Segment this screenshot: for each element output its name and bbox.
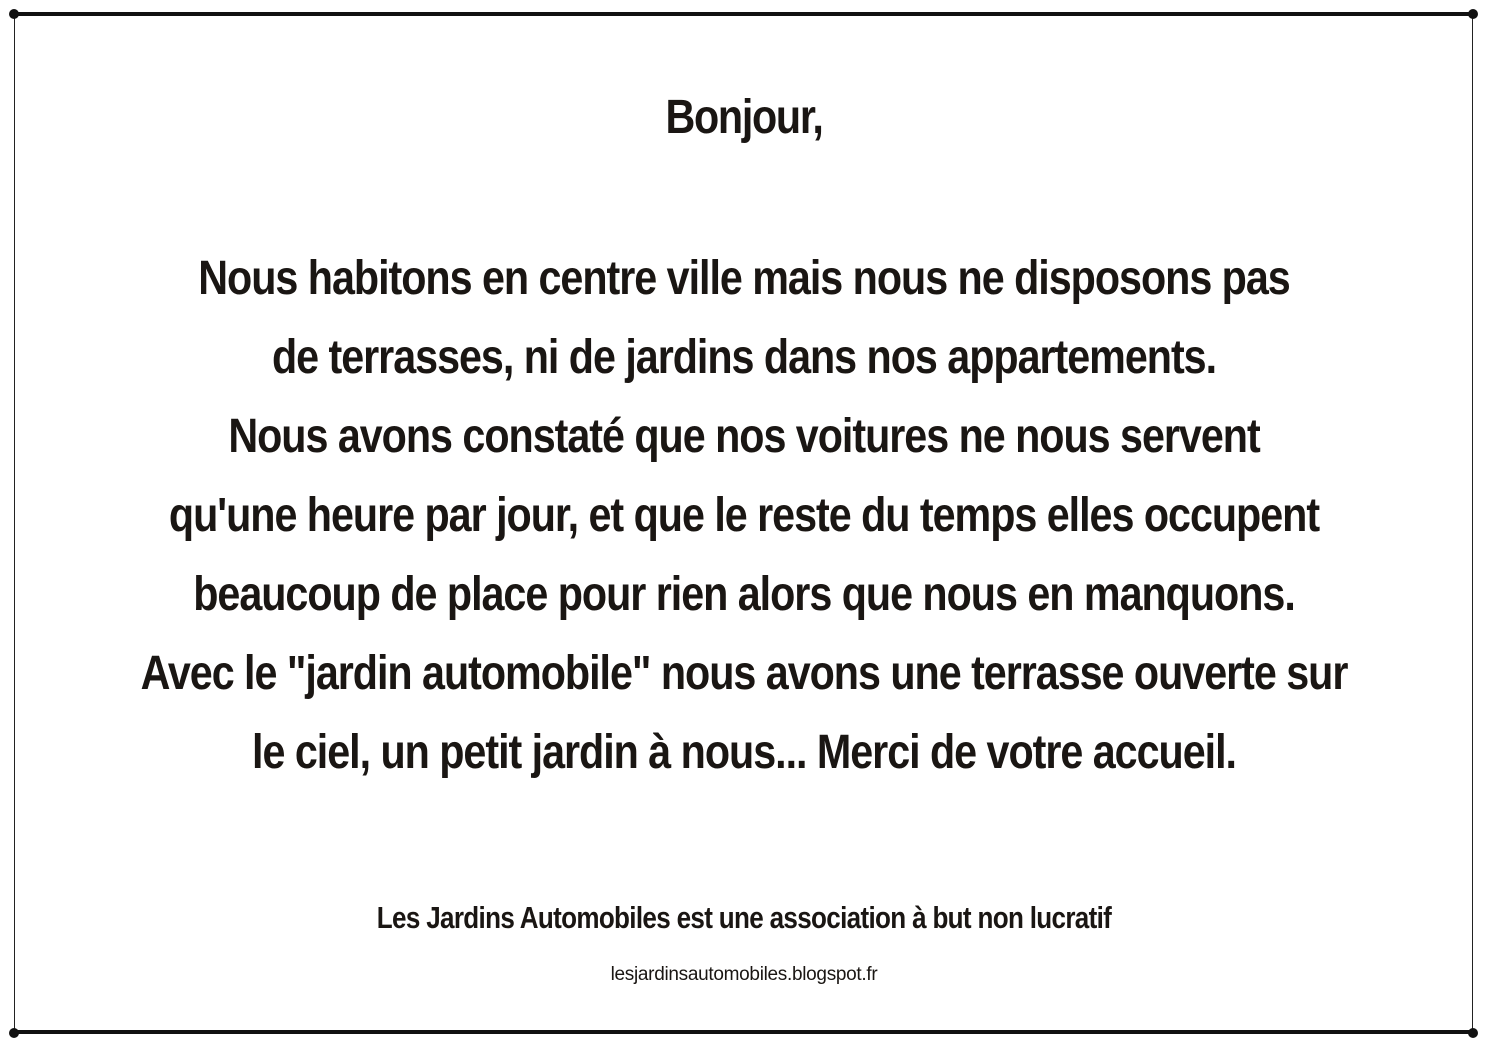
website-url: lesjardinsautomobiles.blogspot.fr <box>610 964 878 985</box>
body-line: beaucoup de place pour rien alors que nous en manquons. <box>193 568 1295 621</box>
body-line: Nous avons constaté que nos voitures ne nous servent <box>228 410 1260 463</box>
border-corner-dot <box>1468 1028 1478 1038</box>
border-corner-dot <box>9 9 19 19</box>
body-line: qu'une heure par jour, et que le reste du temps elles occupent <box>168 489 1320 542</box>
border-corner-dot <box>9 1028 19 1038</box>
notice-body <box>104 245 1384 798</box>
association-statement: Les Jardins Automobiles est une association à but non lucratif <box>376 900 1112 935</box>
body-line: Nous habitons en centre ville mais nous ne disposons pas <box>198 252 1290 305</box>
body-line: Avec le "jardin automobile" nous avons une terrasse ouverte sur <box>140 647 1348 700</box>
body-line: le ciel, un petit jardin à nous... Merci de votre accueil. <box>252 726 1236 779</box>
greeting: Bonjour, <box>665 91 823 144</box>
border-corner-dot <box>1468 9 1478 19</box>
body-line: de terrasses, ni de jardins dans nos appartements. <box>271 331 1217 384</box>
